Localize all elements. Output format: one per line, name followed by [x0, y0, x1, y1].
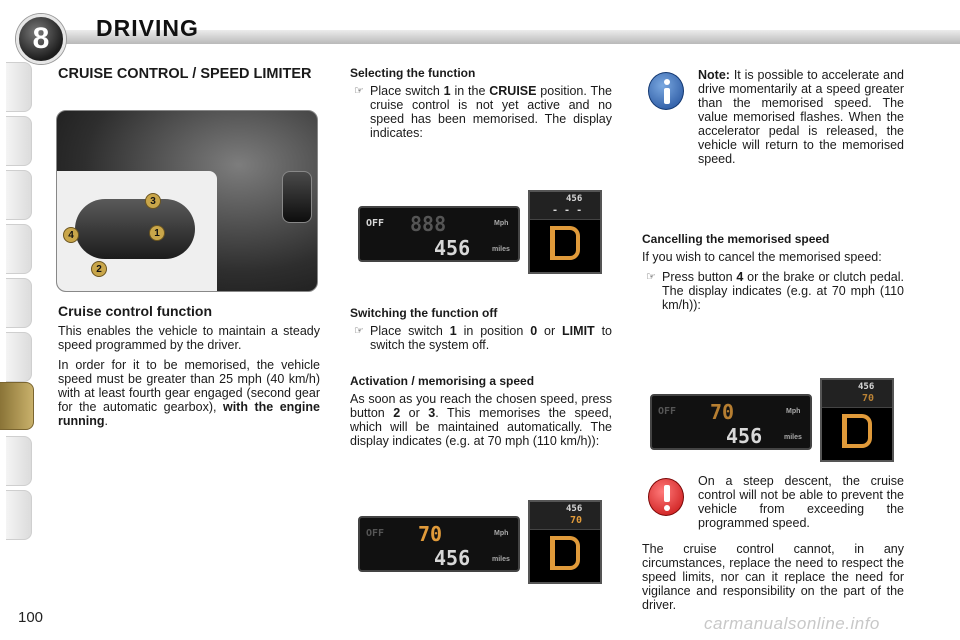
callout-2: 2 — [91, 261, 107, 277]
note-paragraph — [698, 68, 904, 166]
instrument-display-wide — [358, 206, 520, 262]
odometer-reading: 456 — [858, 382, 875, 392]
chapter-tab[interactable] — [6, 436, 32, 486]
watermark: carmanualsonline.info — [704, 614, 880, 633]
warning-icon — [648, 478, 684, 516]
chapter-number-badge: 8 — [16, 14, 66, 64]
odometer-reading: 456 — [434, 236, 471, 260]
text-run: In order for it to be memorised, the vehicle speed must be greater than 25 mph (40 km/h) with at least fourth gear engaged (second gear for the automatic gearbox), — [58, 358, 320, 414]
switch-off-block — [350, 306, 612, 358]
callout-3: 3 — [145, 193, 161, 209]
off-label: OFF — [658, 406, 677, 417]
activation-block — [350, 374, 612, 454]
activation-title: Activation / memorising a speed — [350, 374, 535, 388]
subsection-title: Cruise control function — [58, 303, 212, 319]
chapter-tab-active[interactable] — [0, 382, 34, 430]
mini-display-top — [530, 502, 600, 530]
speed-segments-unlit: 888 — [410, 212, 447, 236]
unit-label: miles — [492, 556, 510, 563]
chapter-tab[interactable] — [6, 278, 32, 328]
callout-4: 4 — [63, 227, 79, 243]
text-run: or — [537, 324, 563, 338]
text-run: in position — [456, 324, 531, 338]
page-number: 100 — [18, 609, 44, 626]
cancel-block — [642, 232, 904, 318]
text-run: Place switch — [370, 84, 444, 98]
unit-label: Mph — [494, 220, 509, 227]
column-middle — [350, 66, 612, 146]
note-text: It is possible to accelerate and drive momentarily at a speed greater than the memorised speed. The value memorised flashes. When the accelerator pedal is released, the vehicle will return to the memorised speed. — [698, 68, 904, 166]
column-left — [58, 66, 320, 88]
pointing-hand-icon: ☞ — [354, 85, 364, 97]
pointing-hand-icon: ☞ — [354, 325, 364, 337]
cruise-control-stalk — [75, 199, 195, 259]
text-run: Place switch — [370, 324, 450, 338]
text-run: or — [400, 406, 429, 420]
text-run: Press button — [662, 270, 737, 284]
bullet-item — [350, 84, 612, 140]
speed-readout: 70 — [570, 515, 583, 526]
section-title: CRUISE CONTROL / SPEED LIMITER — [58, 66, 312, 82]
selecting-title: Selecting the function — [350, 66, 476, 80]
odometer-reading: 456 — [434, 546, 471, 570]
text-run: or the brake or clutch pedal. The display indicates (e.g. at 70 mph (110 km/h)): — [662, 270, 904, 312]
callout-1: 1 — [149, 225, 165, 241]
text-run-bold: LIMIT — [562, 324, 595, 338]
text-run: . This memorises the speed, which will be maintained automatically. The display indicates (e.g. at 70 mph (110 km/h)): — [350, 406, 613, 448]
text-run: . — [104, 414, 108, 428]
text-run: As soon as you reach the chosen speed, press button — [350, 392, 612, 420]
instrument-display-wide — [650, 394, 812, 450]
odometer-reading: 456 — [566, 194, 583, 204]
info-icon — [648, 72, 684, 110]
chapter-tab[interactable] — [6, 224, 32, 274]
pointing-hand-icon: ☞ — [646, 271, 656, 283]
steering-column-photo — [56, 110, 318, 292]
text-run: to switch the system off. — [370, 324, 612, 352]
warning-paragraph: On a steep descent, the cruise control will not be able to prevent the vehicle from exceeding the programmed speed. — [698, 474, 904, 530]
text-run-bold: 1 — [443, 84, 451, 98]
text-run: position. The cruise control is not yet active and no speed has been memorised. The display indicates: — [370, 84, 612, 140]
responsibility-block — [642, 542, 904, 618]
text-run: in the — [450, 84, 490, 98]
chapter-tab-strip — [0, 62, 34, 577]
note-label: Note: — [698, 68, 730, 82]
text-run-bold: 2 — [393, 406, 401, 420]
text-run-bold: 4 — [736, 270, 744, 284]
instrument-display-mini — [528, 500, 602, 584]
chapter-tab[interactable] — [6, 62, 32, 112]
responsibility-paragraph: The cruise control cannot, in any circumstances, replace the need to respect the speed limits, nor can it replace the need for vigilance and responsibility on the part of the driver. — [642, 542, 904, 612]
cruise-function-block — [58, 304, 320, 434]
stalk-end-knob — [282, 171, 312, 223]
text-run-bold: 1 — [449, 324, 457, 338]
text-run-bold: 0 — [530, 324, 538, 338]
speed-readout: 70 — [862, 393, 875, 404]
unit-label: Mph — [786, 408, 801, 415]
odometer-reading: 456 — [726, 424, 763, 448]
off-label: OFF — [366, 218, 385, 229]
text-run-bold: with the engine running — [58, 400, 320, 428]
unit-label: miles — [492, 246, 510, 253]
switch-off-title: Switching the function off — [350, 306, 498, 320]
odometer-reading: 456 — [566, 504, 583, 514]
page-header — [0, 0, 960, 62]
unit-label: Mph — [494, 530, 509, 537]
chapter-tab[interactable] — [6, 332, 32, 382]
unit-label: miles — [784, 434, 802, 441]
gear-indicator — [550, 536, 580, 570]
paragraph — [58, 358, 320, 428]
gear-indicator — [842, 414, 872, 448]
paragraph — [350, 392, 612, 448]
mini-display-top — [822, 380, 892, 408]
warning-block — [698, 474, 904, 536]
bullet-item — [642, 270, 904, 312]
chapter-tab[interactable] — [6, 116, 32, 166]
speed-readout: 70 — [710, 400, 735, 424]
page-title: DRIVING — [96, 15, 199, 41]
off-label: OFF — [366, 528, 385, 539]
bullet-item — [350, 324, 612, 352]
instrument-display-wide — [358, 516, 520, 572]
instrument-display-mini — [820, 378, 894, 462]
speed-readout: 70 — [418, 522, 443, 546]
text-run-bold: 3 — [428, 406, 436, 420]
chapter-tab[interactable] — [6, 170, 32, 220]
cancel-title: Cancelling the memorised speed — [642, 232, 830, 246]
note-block-top — [698, 68, 904, 172]
dashes-readout: - - - — [552, 205, 583, 216]
paragraph: If you wish to cancel the memorised speed: — [642, 250, 882, 264]
chapter-tab[interactable] — [6, 490, 32, 540]
gear-indicator — [550, 226, 580, 260]
instrument-display-mini — [528, 190, 602, 274]
paragraph: This enables the vehicle to maintain a steady speed programmed by the driver. — [58, 324, 320, 352]
text-run-bold: CRUISE — [489, 84, 537, 98]
